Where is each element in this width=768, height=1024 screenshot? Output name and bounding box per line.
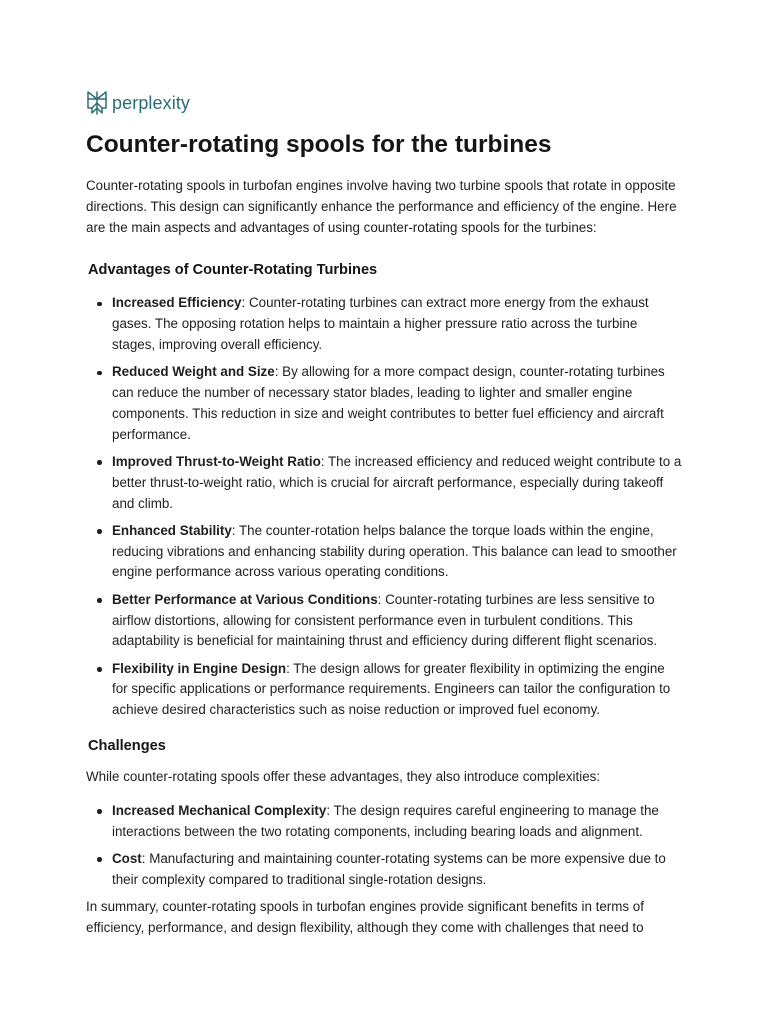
list-item — [86, 521, 684, 583]
item-text: : The increased efficiency and reduced weight contribute to a better thrust-to-weight ratio, which is crucial for aircraft performance, especially during takeoff and climb. — [112, 453, 682, 511]
brand-header — [86, 89, 190, 117]
item-term: Reduced Weight and Size — [112, 364, 275, 380]
challenges-intro: While counter-rotating spools offer these advantages, they also introduce complexities: — [86, 769, 601, 785]
brand-name: perplexity — [112, 93, 191, 113]
intro-paragraph: Counter-rotating spools in turbofan engines involve having two turbine spools that rotate in opposite directions. This design can significantly enhance the performance and efficiency of the engine. Here are the main aspects and advantages of using counter-rotating spools for the turbines: — [86, 178, 677, 235]
item-text: : Counter-rotating turbines are less sensitive to airflow distortions, allowing for consistent performance even in turbulent conditions. This adaptability is beneficial for maintaining thrust and efficiency during different flight scenarios. — [112, 591, 658, 649]
advantages-heading: Advantages of Counter-Rotating Turbines — [88, 262, 378, 279]
summary-paragraph: In summary, counter-rotating spools in turbofan engines provide significant benefits in terms of efficiency, performance, and design flexibility, although they come with challenges that need to — [86, 899, 644, 935]
item-text: : Counter-rotating turbines can extract more energy from the exhaust gases. The opposing rotation helps to maintain a higher pressure ratio across the turbine stages, improving overall efficiency. — [112, 295, 649, 352]
item-text: : The design allows for greater flexibility in optimizing the engine for specific applications or performance requirements. Engineers can tailor the configuration to achieve desired characteristics such as noise reduction or improved fuel economy. — [112, 660, 671, 718]
perplexity-logo-icon — [86, 90, 108, 116]
challenges-list — [86, 801, 684, 891]
list-item — [86, 590, 684, 652]
document-body — [86, 176, 684, 939]
item-term: Enhanced Stability — [112, 522, 232, 538]
item-term: Cost — [112, 850, 142, 866]
item-text: : Manufacturing and maintaining counter-rotating systems can be more expensive due to their complexity compared to traditional single-rotation designs. — [112, 850, 666, 887]
list-item — [86, 362, 684, 445]
item-term: Increased Efficiency — [112, 295, 242, 311]
list-item — [86, 849, 684, 891]
advantages-list — [86, 293, 684, 721]
item-text: : By allowing for a more compact design, counter-rotating turbines can reduce the number of necessary stator blades, leading to lighter and smaller engine components. This reduction in size and weight contributes to better fuel efficiency and aircraft performance. — [112, 364, 665, 442]
page-title: Counter-rotating spools for the turbines — [86, 131, 552, 158]
list-item — [86, 801, 684, 843]
list-item — [86, 452, 684, 514]
challenges-heading: Challenges — [88, 738, 166, 755]
item-term: Flexibility in Engine Design — [112, 660, 287, 676]
list-item — [86, 293, 684, 355]
item-term: Better Performance at Various Conditions — [112, 591, 378, 607]
list-item — [86, 659, 684, 721]
item-term: Increased Mechanical Complexity — [112, 802, 327, 818]
item-term: Improved Thrust-to-Weight Ratio — [112, 453, 321, 469]
item-text: : The counter-rotation helps balance the torque loads within the engine, reducing vibrations and enhancing stability during operation. This balance can lead to smoother engine performance across various operating conditions. — [112, 522, 677, 580]
item-text: : The design requires careful engineering to manage the interactions between the two rotating components, including bearing loads and alignment. — [112, 802, 659, 839]
